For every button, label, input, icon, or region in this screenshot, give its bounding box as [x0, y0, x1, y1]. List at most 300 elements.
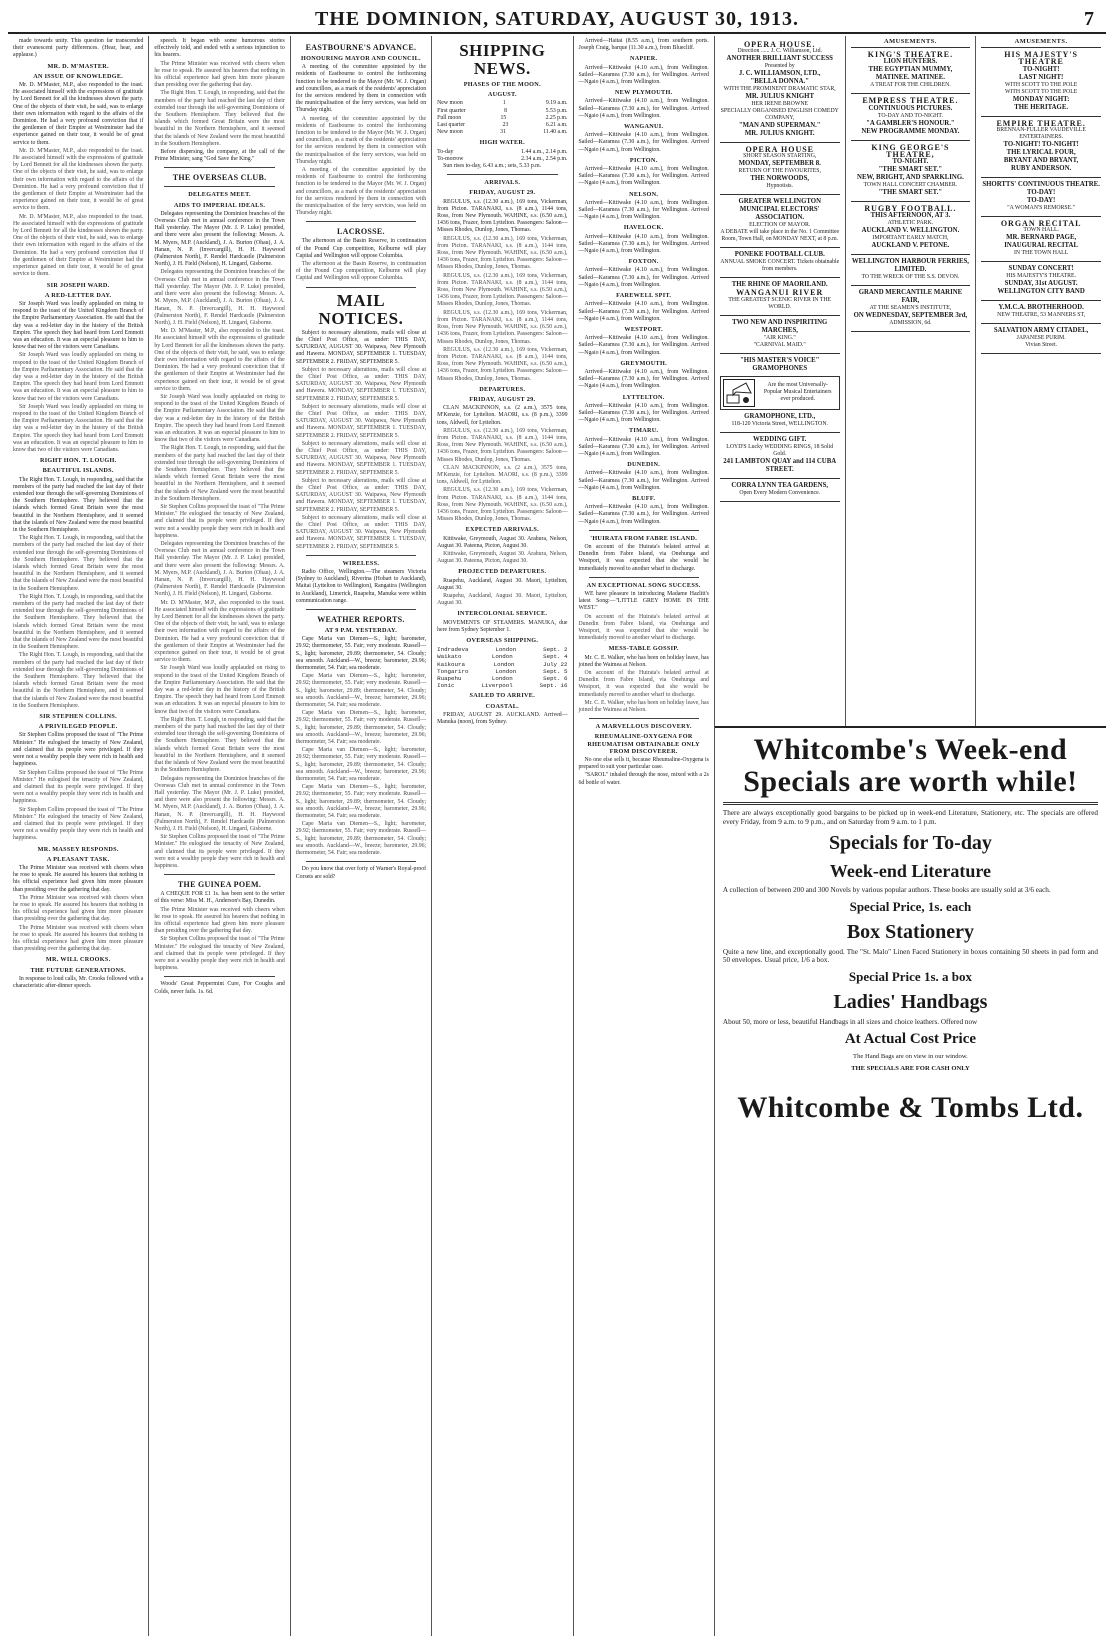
- ad-line: WANGANUI RIVER: [736, 288, 824, 298]
- article-section: [13, 457, 143, 710]
- shipping-row: [437, 675, 567, 682]
- mail-notices-more: Subject to necessary alterations, mails will close at the Chief Post Office, as under: THIS DAY, SATURDAY, AUGUST 30. Waipawa, New Plymouth and Hawera. MONDAY, SEPTEMBER 1. TUESDAY, SEPTEMBER 2. FRIDAY, SEPTEMBER 5.: [295, 514, 427, 550]
- phase-time: 11.40 a.m.: [543, 129, 568, 136]
- projected-text: Ruapehu, Auckland, August 30. Maori, Lyttelton, August 30.: [437, 577, 568, 591]
- eastbourne-text-more: A meeting of the committee appointed by the residents of Eastbourne to control the forthcoming function to be tendered to the Mayor (Mr. W. J. Organ) and councillors, as a mark of the residents' appreciation for the services rendered by them in connection with the municipalisation of the ferry services, was held on Thursday night.: [295, 115, 427, 165]
- ship-port: London: [491, 675, 513, 683]
- phase-day: 1: [502, 100, 506, 107]
- ship-port: London: [493, 660, 515, 668]
- opera-house-ad: [720, 38, 840, 143]
- arrivals-text: REGULUS, s.s. (12.30 a.m.), 169 tons, Vickerman, from Picton. TARANAKI, s.s. (8 a.m.), 1144 tons, Ross, from New Plymouth. WAHINE, s.s. (6.50 a.m.), 1436 tons, Frazer, from Lyttelton. Passengers: Saloon—Misses Rhodes, Dunlop, Jones, Thomas.: [437, 198, 568, 234]
- ship-port: Liverpool: [481, 682, 513, 690]
- amusements-column-3: [976, 36, 1106, 726]
- divider: [589, 718, 699, 719]
- ship-date: Sept. 4: [543, 653, 568, 661]
- ship-port: London: [495, 646, 517, 654]
- rugby-football-ad: [851, 202, 971, 255]
- port-head: PICTON.: [629, 156, 658, 164]
- mail-notices-head: MAIL NOTICES.: [318, 290, 404, 328]
- ad-line: TO-DAY!: [1026, 196, 1056, 204]
- ad-line: HIS MAJESTY'S THEATRE.: [1006, 273, 1076, 280]
- organ-recital-ad: [981, 217, 1101, 262]
- eastbourne-text: A meeting of the committee appointed by the residents of Eastbourne to control the forthcoming function to be tendered to the Mayor (Mr. W. J. Organ) and councillors, as a mark of the residents' appreciation for the services rendered by them in connection with the municipalisation of the ferry services, was held on Thursday night.: [295, 64, 427, 114]
- port-text: Arrived—Kittiwake (4.10 a.m.), from Wellington. Sailed—Karamea (7.30 a.m.), for Wellington. Arrived—Ngaio (4 a.m.), from Wellington.: [578, 368, 709, 390]
- expected-text-more: Kittiwake, Greymouth, August 30. Arahura, Nelson, August 30. Pateena, Picton, August 30.: [437, 550, 568, 565]
- ad-line: RUBY ANDERSON.: [1011, 164, 1072, 172]
- phase-day: 23: [502, 122, 509, 129]
- coastal-head: COASTAL.: [485, 702, 520, 710]
- departures-date: FRIDAY, AUGUST 29.: [469, 395, 536, 403]
- salvation-army-ad: [981, 324, 1101, 354]
- ad-line: Direction ...... J. C. Williamson, Ltd.: [737, 48, 822, 55]
- shipping-row: [437, 661, 567, 668]
- ad-line: Hypnotists.: [766, 183, 794, 190]
- section-sub: A PRIVILEGED PEOPLE.: [38, 723, 118, 731]
- discovery-sub: RHEUMALINE-OXYGENA FOR RHEUMATISM OBTAINABLE ONLY FROM DISCOVERER.: [587, 733, 700, 755]
- shortts-theatre-ad: [981, 178, 1101, 217]
- ship-name: Ruapehu: [437, 675, 462, 683]
- weather-head: WEATHER REPORTS.: [317, 615, 405, 624]
- phase-name: New moon: [437, 129, 463, 136]
- article-section: [13, 713, 143, 842]
- columns: [8, 36, 1106, 1636]
- departures-head: DEPARTURES.: [479, 385, 526, 393]
- section-sub: A RED-LETTER DAY.: [45, 291, 112, 299]
- gramophone-ad: [720, 354, 840, 433]
- ad-line: Vivian Street.: [1025, 342, 1058, 349]
- phase-time: 5.53 p.m.: [545, 107, 568, 114]
- ad-line: 118-120 Victoria Street, WELLINGTON.: [731, 420, 828, 427]
- port-text: Arrived—Kittiwake (4.10 a.m.), from Wellington. Sailed—Karamea (7.30 a.m.), for Wellington. Arrived—Ngaio (4 a.m.), from Wellington.: [578, 402, 709, 424]
- ad-line: ANOTHER BRILLIANT SUCCESS: [726, 55, 833, 63]
- phase-name: First quarter: [437, 107, 466, 114]
- ad-line: Are the most Universally-Popular Musical Entertainers ever produced.: [763, 382, 832, 403]
- ad-line: THE HERITAGE.: [1014, 103, 1069, 111]
- song-success-text: WE have pleasure in introducing Madame Hazlitt's latest Song:—"LITTLE GREY HOME IN THE WEST.": [578, 591, 709, 612]
- moon-phase-row: [437, 108, 567, 115]
- phase-time: 2.25 p.m.: [545, 114, 568, 121]
- phase-day: 31: [500, 129, 506, 136]
- wireless-head: WIRELESS.: [342, 559, 380, 567]
- section-sub: AN ISSUE OF KNOWLEDGE.: [33, 72, 124, 80]
- mail-notices-text: Subject to necessary alterations, mails will close at the Chief Post Office, as under: THIS DAY, SATURDAY, AUGUST 30. Waipawa, New Plymouth and Hawera. MONDAY, SEPTEMBER 1. TUESDAY, SEPTEMBER 2. FRIDAY, SEPTEMBER 5.: [295, 329, 427, 365]
- eastbourne-text-more: A meeting of the committee appointed by the residents of Eastbourne to control the forthcoming function to be tendered to the Mayor (Mr. W. J. Organ) and councillors, as a mark of the residents' appreciation for the services rendered by them in connection with the municipalisation of the ferry services, was held on Thursday night.: [295, 167, 427, 217]
- guinea-poem-text: A CHEQUE FOR £1 1s. has been sent to the writer of this verse: Miss M. H., Anderson's Bay, Dunedin.: [154, 891, 285, 905]
- shipping-row: [437, 653, 567, 660]
- port-text: Arrived—Kittiwake (4.10 a.m.), from Wellington. Sailed—Karamea (7.30 a.m.), for Wellington. Arrived—Ngaio (4 a.m.), from Wellington.: [578, 233, 709, 255]
- port-head: WESTPORT.: [624, 325, 663, 333]
- overseas-sub: DELEGATES MEET.: [188, 191, 251, 199]
- marches-ad: [720, 316, 840, 354]
- ad-line: "BELLA DONNA.": [750, 78, 809, 86]
- weather-text-more: Cape Maria van Diemen—S., light; barometer, 29.92; thermometer, 55. Fair; very moderate. Russell—S., light; barometer, 29.89; thermometer, 54. Cloudy; sea smooth. Auckland—W., breeze; barometer, 29.96; thermometer, 54. Fair; sea moderate.: [295, 784, 427, 820]
- ymca-ad: [981, 301, 1101, 324]
- port-text: Arrived—Kittiwake (4.10 a.m.), from Wellington. Sailed—Karamea (7.30 a.m.), for Wellington. Arrived—Ngaio (4 a.m.), from Wellington.: [578, 267, 709, 288]
- wedding-ring-ad: [720, 433, 840, 479]
- ship-date: Sept. 5: [543, 667, 568, 675]
- lacrosse-head: LACROSSE.: [337, 227, 385, 237]
- electors-ad: [720, 195, 840, 248]
- section-text-more: The Prime Minister was received with cheers when he rose to speak. He assured his hearers that nothing in his official experience had given him more pleasure than presiding over the gathering that day.: [13, 894, 144, 923]
- divider: [447, 174, 557, 175]
- high-water-day: To-day: [437, 148, 454, 155]
- amusements-label: AMUSEMENTS.: [851, 38, 971, 48]
- arrivals-text-more: REGULUS, s.s. (12.30 a.m.), 169 tons, Vickerman, from Picton. TARANAKI, s.s. (8 a.m.), 1144 tons, Ross, from New Plymouth. WAHINE, s.s. (6.50 a.m.), 1436 tons, Frazer, from Lyttelton. Passengers: Saloon—Misses Rhodes, Dunlop, Jones, Thomas.: [437, 346, 568, 382]
- ad-title: TWO NEW AND INSPIRITING MARCHES,: [732, 318, 828, 334]
- ad-line: GRAMOPHONE, LTD.,: [744, 412, 816, 420]
- ad-line: "MAN AND SUPERMAN.": [738, 122, 821, 130]
- high-water-times: 2.34 a.m., 2.54 p.m.: [521, 155, 568, 162]
- literature-price: Special Price, 1s. each: [849, 898, 972, 914]
- huirata-text: On account of the Huirata's belated arrival at Dunedin from Fabre Island, via Onehunga and Westport, it was expected that she would be immediately moved to another wharf to discharge.: [578, 543, 709, 572]
- specials-today: Specials for To-day: [828, 832, 992, 855]
- ad-line: SPECIALLY ORGANISED ENGLISH COMEDY COMPANY,: [720, 108, 839, 122]
- section-text: Sir Stephen Collins proposed the toast of "The Prime Minister." He eulogised the tenacity of New Zealand, and claimed that its people were privileged. If they were not a wealthy people they were rich in health and happiness.: [13, 732, 144, 768]
- high-water-times: 1.44 a.m., 2.14 p.m.: [521, 148, 568, 155]
- arrivals-date: FRIDAY, AUGUST 29.: [469, 189, 536, 197]
- section-text: The Prime Minister was received with cheers when he rose to speak. He assured his hearers that nothing in his official experience had given him more pleasure than presiding over the gathering that day.: [13, 864, 144, 893]
- mail-notices-more: Subject to necessary alterations, mails will close at the Chief Post Office, as under: THIS DAY, SATURDAY, AUGUST 30. Waipawa, New Plymouth and Hawera. MONDAY, SEPTEMBER 1. TUESDAY, SEPTEMBER 2. FRIDAY, SEPTEMBER 5.: [295, 403, 427, 439]
- ad-line: MR. BERNARD PAGE,: [1006, 234, 1077, 242]
- amusements-column-2: [846, 36, 977, 726]
- expected-text: Kittiwake, Greymouth, August 30. Arahura, Nelson, August 30. Pateena, Picton, August 30.: [437, 535, 568, 549]
- gramophone-icon: [723, 379, 755, 407]
- ad-line: CONTINUOUS PICTURES.: [868, 104, 953, 112]
- ad-line: ANNUAL SMOKE CONCERT. Tickets obtainable from members.: [720, 259, 840, 273]
- expected-head: EXPECTED ARRIVALS.: [465, 526, 539, 534]
- guinea-poem-more: Sir Stephen Collins proposed the toast of "The Prime Minister." He eulogised the tenacity of New Zealand, and claimed that its people were privileged. If they were not a wealthy people they were rich in health and happiness.: [154, 936, 285, 972]
- eastbourne-sub: HONOURING MAYOR AND COUNCIL.: [300, 55, 421, 62]
- ad-line: MATINEE. MATINEE.: [875, 74, 945, 82]
- phase-time: 6.21 a.m.: [545, 122, 568, 129]
- ship-name: Ionic: [437, 682, 455, 690]
- port-head: FAREWELL SPIT.: [616, 292, 672, 300]
- ad-line: WITH SCOTT TO THE POLE: [1004, 81, 1078, 88]
- ship-name: Waikato: [437, 653, 462, 661]
- lacrosse-text-more: The afternoon at the Basin Reserve, in continuation of the Pound Cup competition, Kelburne will play Capital and Wellington will oppose Columbia.: [295, 261, 427, 282]
- mail-notices-more: Subject to necessary alterations, mails will close at the Chief Post Office, as under: THIS DAY, SATURDAY, AUGUST 30. Waipawa, New Plymouth and Hawera. MONDAY, SEPTEMBER 1. TUESDAY, SEPTEMBER 2. FRIDAY, SEPTEMBER 5.: [295, 366, 427, 402]
- ad-line: AT THE SEAMEN'S INSTITUTE,: [869, 305, 952, 312]
- ad-title: OPERA HOUSE.: [743, 40, 816, 49]
- section-head: MR. WILL CROOKS.: [45, 956, 111, 964]
- section-text-more: The Right Hon. T. Lough, in responding, said that the members of the party had reached the last day of their extended tour through the self-governing Dominions of the Southern Hemisphere. They believed that the islands which formed Great Britain were the most beautiful in the Northern Hemisphere, and it seemed that the islands of New Zealand were the most beautiful in the Southern Hemisphere.: [13, 535, 144, 592]
- ad-line: IMPORTANT EARLY MATCH,: [872, 235, 949, 242]
- ad-title: WEDDING GIFT.: [752, 435, 807, 443]
- overseas-text: Delegates representing the Dominion branches of the Overseas Club met in annual conference in the Town Hall yesterday. The Mayor (Mr. J. P. Luke) presided, and there were also present the following: Messrs. A. M. Myers, M.P. (Auckland), J. A. Burton (Ohau), J. A. Hanan, N. P. (Invercargill), H. H. Haywood (Palmerston North), F. Rendel Hardcastle (Palmerston North), J. H. Field (Nelson), H. Lingard, Gisborne.: [154, 210, 285, 268]
- port-head: LYTTELTON.: [622, 393, 665, 401]
- ad-line: GRAMOPHONES: [752, 364, 808, 372]
- ad-title: SALVATION ARMY CITADEL,: [993, 327, 1089, 335]
- ad-title: RUGBY FOOTBALL.: [864, 204, 957, 214]
- ad-line: TO-NIGHT! TO-NIGHT!: [1003, 140, 1079, 148]
- overseas-text-more: The Right Hon. T. Lough, in responding, said that the members of the party had reached the last day of their extended tour through the self-governing Dominions of the Southern Hemisphere. They believed that the islands which formed Great Britain were the most beautiful in the Northern Hemisphere, and it seemed that the islands of New Zealand were the most beautiful in the Southern Hemisphere.: [154, 445, 285, 502]
- masthead: [8, 6, 1106, 34]
- port-head: TIMARU.: [628, 427, 659, 435]
- ship-port: London: [491, 653, 513, 661]
- divider: [306, 609, 416, 610]
- section-text-more: Sir Stephen Collins proposed the toast of "The Prime Minister." He eulogised the tenacity of New Zealand, and claimed that its people were privileged. If they were not a wealthy people they were rich in health and happiness.: [13, 806, 144, 842]
- overseas-text-more: Sir Stephen Collins proposed the toast of "The Prime Minister." He eulogised the tenacity of New Zealand, and claimed that its people were privileged. If they were not a wealthy people they were rich in health and happiness.: [154, 503, 285, 539]
- amusements-column-1: [715, 36, 846, 726]
- ad-line: ON WEDNESDAY, SEPTEMBER 3rd,: [853, 312, 968, 320]
- poneke-ad: [720, 248, 840, 278]
- ad-line: J. C. WILLIAMSON, LTD.,: [738, 70, 821, 78]
- handbags-head: Ladies' Handbags: [833, 990, 988, 1013]
- ad-line: NEW THEATRE, 53 MANNERS ST,: [997, 312, 1086, 319]
- ad-line: LION HUNTERS.: [883, 58, 938, 66]
- intercolonial-text: MOVEMENTS OF STEAMERS. MANUKA, due here from Sydney September 1.: [437, 619, 568, 633]
- ad-line: THE LYRICAL FOUR,: [1006, 148, 1076, 156]
- ad-line: TO-DAY AND TO-NIGHT.: [877, 112, 943, 119]
- page-number: 7: [1084, 8, 1094, 30]
- ad-line: THE NORWOODS,: [750, 175, 810, 183]
- divider: [306, 287, 416, 288]
- port-head: DUNEDIN.: [627, 461, 661, 469]
- kings-theatre-ad: [851, 48, 971, 94]
- projected-head: PROJECTED DEPARTURES.: [458, 568, 547, 576]
- ad-line: SHORT SEASON STARTING,: [743, 153, 817, 160]
- article-section: [13, 846, 143, 954]
- overseas-text-more: Sir Stephen Collins proposed the toast of "The Prime Minister." He eulogised the tenacity of New Zealand, and claimed that its people were privileged. If they were not a wealthy people they were rich in health and happiness.: [154, 834, 285, 869]
- ad-line: MONDAY, SEPTEMBER 8.: [738, 160, 821, 168]
- section-sub: BEAUTIFUL ISLANDS.: [42, 467, 114, 475]
- weather-sub: AT 9 P.M. YESTERDAY.: [324, 627, 398, 634]
- moon-phases-head: PHASES OF THE MOON.: [463, 81, 541, 88]
- weather-text: Cape Maria van Diemen—S., light; barometer, 29.92; thermometer, 55. Fair; very moderate. Russell—S., light; barometer, 29.89; thermometer, 54. Cloudy; sea smooth. Auckland—W., breeze; barometer, 29.96; thermometer, 54. Fair; sea moderate.: [295, 636, 427, 672]
- arrivals-text-more: REGULUS, s.s. (12.30 a.m.), 169 tons, Vickerman, from Picton. TARANAKI, s.s. (8 a.m.), 1144 tons, Ross, from New Plymouth. WAHINE, s.s. (6.50 a.m.), 1436 tons, Frazer, from Lyttelton. Passengers: Saloon—Misses Rhodes, Dunlop, Jones, Thomas.: [437, 272, 568, 308]
- section-text-more: Sir Joseph Ward was loudly applauded on rising to respond to the toast of the United Kingdom Branch of the Empire Parliamentary Association. He said that the day was a red-letter day in the history of the British Empire. The speech they had heard from Lord Emmott was an education. It was an especial pleasure to him to know that two of the visitors were Canadians.: [13, 352, 144, 402]
- crooks-speech-more: The Prime Minister was received with cheers when he rose to speak. He assured his hearers that nothing in his official experience had given him more pleasure than presiding over the gathering that day.: [154, 60, 285, 89]
- ad-line: NEW PROGRAMME MONDAY.: [861, 127, 960, 135]
- ship-name: Tongariro: [437, 667, 469, 675]
- mail-notices-more: Subject to necessary alterations, mails will close at the Chief Post Office, as under: THIS DAY, SATURDAY, AUGUST 30. Waipawa, New Plymouth and Hawera. MONDAY, SEPTEMBER 1. TUESDAY, SEPTEMBER 2. FRIDAY, SEPTEMBER 5.: [295, 440, 427, 476]
- high-water-row: [437, 156, 567, 163]
- ad-line: WITH SCOTT TO THE POLE: [1004, 88, 1078, 95]
- ad-line: BRENNAN-FULLER VAUDEVILLE ENTERTAINERS.: [996, 126, 1086, 140]
- ad-line: MONDAY NIGHT:: [1012, 95, 1070, 103]
- port-head: NELSON.: [629, 190, 659, 198]
- shipping-row: [437, 682, 567, 689]
- ad-line: INAUGURAL RECITAL: [1004, 242, 1078, 250]
- overseas-text-more: Mr. D. M'Master, M.P., also responded to the toast. He associated himself with the expressions of gratitude by Lord Bennett for all the kindnesses shown the party. One of the objects of their visit, he said, was to enlarge their own information with regard to the affairs of the Dominion. He had a very profound conviction that if the gentlemen of their Empire at Westminster had the experience gained on their tour, it would be of great service to them.: [154, 599, 285, 664]
- closing-line: Before dispersing, the company, at the call of the Prime Minister, sang "God Save the King.": [154, 149, 285, 163]
- whitcombe-ad-body: [715, 728, 1106, 1124]
- marine-fair-ad: [851, 286, 971, 332]
- port-text: Arrived—Kittiwake (4.10 a.m.), from Wellington. Sailed—Karamea (7.30 a.m.), for Wellington. Arrived—Ngaio (4 a.m.), from Wellington.: [578, 166, 709, 187]
- ad-title: ORGAN RECITAL: [1000, 218, 1082, 228]
- phase-day: 15: [500, 114, 507, 121]
- ad-line: TOWN HALL CONCERT CHAMBER.: [863, 182, 958, 189]
- peppermint-ad: Woods' Great Peppermint Cure, For Coughs and Colds, never fails. 1s. 6d.: [154, 981, 285, 995]
- phase-time: 9.19 a.m.: [545, 100, 568, 107]
- ad-line: SUNDAY, 31st AUGUST.: [1004, 280, 1078, 288]
- phase-name: Last quarter: [437, 122, 465, 129]
- ship-date: Sept. 6: [543, 675, 568, 683]
- overseas-sub: AIDS TO IMPERIAL IDEALS.: [173, 201, 266, 209]
- article-section: [13, 63, 143, 279]
- moon-phase-row: [437, 122, 567, 129]
- wireless-text: Radio Office, Wellington.—The steamers Victoria (Sydney to Auckland), Riverina (Hobart to Auckland), Maitai (Lyttelton to Wellington), Rangatira (Wellington to Auckland), Limerick, Ruapehu, Manuka were within communication range.: [295, 568, 427, 604]
- crooks-speech: speech. It began with some humorous stories effectively told, and ended with a serious injunction to his hearers.: [154, 38, 285, 59]
- weather-text-more: Cape Maria van Diemen—S., light; barometer, 29.92; thermometer, 55. Fair; very moderate. Russell—S., light; barometer, 29.89; thermometer, 54. Cloudy; sea smooth. Auckland—W., breeze; barometer, 29.96; thermometer, 54. Fair; sea moderate.: [295, 673, 427, 709]
- column-5: [574, 36, 715, 1636]
- column-4: [432, 36, 573, 1636]
- his-majestys-theatre-ad: [981, 48, 1101, 116]
- ad-line: WITH THE PROMINENT DRAMATIC STAR,: [723, 86, 836, 93]
- port-head: WANGANUI.: [624, 123, 664, 131]
- weather-text-more: Cape Maria van Diemen—S., light; barometer, 29.92; thermometer, 55. Fair; very moderate. Russell—S., light; barometer, 29.89; thermometer, 54. Cloudy; sea smooth. Auckland—W., breeze; barometer, 29.96; thermometer, 54. Fair; sea moderate.: [295, 821, 427, 857]
- crooks-speech-more: The Right Hon. T. Lough, in responding, said that the members of the party had reached the last day of their extended tour through the self-governing Dominions of the Southern Hemisphere. They believed that the islands which formed Great Britain were the most beautiful in the Northern Hemisphere, and it seemed that the islands of New Zealand were the most beautiful in the Southern Hemisphere.: [154, 90, 285, 147]
- huirata-head: 'HUIRATA FROM FABRE ISLAND.: [590, 534, 698, 542]
- whitcombe-footer-banner: Whitcombe & Tombs Ltd.: [737, 1090, 1084, 1124]
- ad-line: IN THE TOWN HALL: [1014, 250, 1069, 257]
- box-stationery-text: Quite a new line, and exceptionally good. The "St. Malo" Linen Faced Stationery in boxes containing 50 sheets in pad form and 50 envelopes. Usual price, 1/6 a box.: [722, 947, 1098, 965]
- shipping-row: [437, 668, 567, 675]
- ad-title: EMPIRE THEATRE.: [996, 118, 1086, 128]
- port-text: Arrived—Kittiwake (4.10 a.m.), from Wellington. Sailed—Karamea (7.30 a.m.), for Wellington. Arrived—Ngaio (4 a.m.), from Wellington.: [578, 436, 709, 457]
- ad-line: LOYD'S Lucky WEDDING RINGS, 18 Solid Gold.: [726, 443, 834, 457]
- moon-phase-row: [437, 115, 567, 122]
- moon-phase-row: [437, 129, 567, 136]
- harbour-ferries-ad: [851, 255, 971, 286]
- ship-date: Sept. 2: [543, 646, 568, 654]
- phase-name: Full moon: [437, 114, 462, 121]
- whitcombe-ad: [715, 726, 1106, 1636]
- high-water-day: To-morrow: [437, 155, 464, 162]
- literature-head: Week-end Literature: [829, 861, 991, 882]
- section-head: MR. D. M'MASTER.: [47, 62, 109, 70]
- ad-title: CORRA LYNN TEA GARDENS,: [731, 481, 829, 489]
- overseas-club-head: THE OVERSEAS CLUB.: [172, 173, 267, 183]
- port-head: BLUFF.: [632, 494, 656, 502]
- section-text-more: Mr. D. M'Master, M.P., also responded to the toast. He associated himself with the expressions of gratitude by Lord Bennett for all the kindnesses shown the party. One of the objects of their visit, he said, was to enlarge their own information with regard to the affairs of the Dominion. He had a very profound conviction that if the gentlemen of their Empire at Westminster had the experience gained on their tour, it would be of great service to them.: [13, 213, 144, 278]
- section-head: SIR STEPHEN COLLINS.: [39, 713, 118, 721]
- ad-title: OPERA HOUSE: [745, 145, 815, 155]
- handbags-price: At Actual Cost Price: [844, 1030, 977, 1047]
- column-3: [291, 36, 432, 1636]
- ad-line: BRYANT AND BRYANT,: [1003, 156, 1079, 164]
- ad-line: RETURN OF THE FAVOURITES,: [738, 168, 821, 175]
- section-head: SIR JOSEPH WARD.: [46, 281, 110, 289]
- right-block: [715, 36, 1106, 1636]
- song-success-more: On account of the Huirata's belated arrival at Dunedin from Fabre Island, via Onehunga and Westport, it was expected that she would be immediately moved to another wharf to discharge.: [578, 613, 709, 642]
- phase-name: New moon: [437, 100, 463, 107]
- section-text-more: Mr. D. M'Master, M.P., also responded to the toast. He associated himself with the expressions of gratitude by Lord Bennett for all the kindnesses shown the party. One of the objects of their visit, he said, was to enlarge their own information with regard to the affairs of the Dominion. He had a very profound conviction that if the gentlemen of their Empire at Westminster had the experience gained on their tour, it would be of great service to them.: [13, 147, 144, 212]
- divider: [164, 186, 274, 187]
- moon-phase-row: [437, 100, 567, 107]
- divider: [306, 861, 416, 862]
- sarol-ad: "SAROL" inhaled through the nose, mixed with a 2s 6d bottle of water.: [578, 772, 709, 786]
- ad-line: THE GREATEST SCENIC RIVER IN THE WORLD.: [728, 296, 832, 310]
- article-section: [13, 956, 143, 990]
- mess-table-more: On account of the Huirata's belated arrival at Dunedin from Fabre Island, via Onehunga and Westport, it was expected that she would be immediately moved to another wharf to discharge.: [578, 670, 709, 698]
- port-text: Arrived—Kittiwake (4.10 a.m.), from Wellington. Sailed—Karamea (7.30 a.m.), for Wellington. Arrived—Ngaio (4 a.m.), from Wellington.: [578, 199, 709, 221]
- ad-line: HER IRENE BROWNE: [751, 101, 809, 108]
- ad-line: "THE SMART SET.": [878, 189, 943, 197]
- box-stationery-price: Special Price 1s. a box: [848, 968, 972, 984]
- section-text-more: The Right Hon. T. Lough, in responding, said that the members of the party had reached the last day of their extended tour through the self-governing Dominions of the Southern Hemisphere. They believed that the islands which formed Great Britain were the most beautiful in the Northern Hemisphere, and it seemed that the islands of New Zealand were the most beautiful in the Southern Hemisphere.: [13, 652, 144, 709]
- weather-text-more: Cape Maria van Diemen—S., light; barometer, 29.92; thermometer, 55. Fair; very moderate. Russell—S., light; barometer, 29.89; thermometer, 54. Cloudy; sea smooth. Auckland—W., breeze; barometer, 29.96; thermometer, 54. Fair; sea moderate.: [295, 747, 427, 783]
- high-water-row: [437, 149, 567, 156]
- divider: [589, 577, 699, 578]
- section-text: Mr. D. M'Master, M.P., also responded to the toast. He associated himself with the expressions of gratitude by Lord Bennett for all the kindnesses shown the party. One of the objects of their visit, he said, was to enlarge their own information with regard to the affairs of the Dominion. He had a very profound conviction that if the gentlemen of their Empire at Westminster had the experience gained on their tour, it would be of great service to them.: [13, 82, 144, 146]
- arrivals-head: ARRIVALS.: [484, 179, 521, 187]
- king-georges-theatre-ad: [851, 141, 971, 202]
- ad-line: AUCKLAND V. PETONE.: [871, 242, 950, 250]
- box-stationery-head: Box Stationery: [846, 920, 975, 943]
- ad-title: EMPRESS THEATRE.: [862, 96, 959, 106]
- empire-theatre-ad: [981, 117, 1101, 178]
- ad-title: "HIS MASTER'S VOICE": [740, 356, 820, 364]
- handbags-text: About 50, more or less, beautiful Handbags in all sizes and choice leathers. Offered now: [722, 1017, 978, 1026]
- divider: [723, 802, 1098, 805]
- overseas-text-more: The Right Hon. T. Lough, in responding, said that the members of the party had reached the last day of their extended tour through the self-governing Dominions of the Southern Hemisphere. They believed that the islands which formed Great Britain were the most beautiful in the Northern Hemisphere, and it seemed that the islands of New Zealand were the most beautiful in the Southern Hemisphere.: [154, 716, 285, 774]
- ad-line: THE EGYPTIAN MUMMY,: [868, 66, 953, 74]
- section-text: Sir Joseph Ward was loudly applauded on rising to respond to the toast of the United Kingdom Branch of the Empire Parliamentary Association. He said that the day was a red-letter day in the history of the British Empire. The speech they had heard from Lord Emmott was an education. It was an especial pleasure to him to know that two of the visitors were Canadians.: [13, 300, 144, 351]
- column-1: [8, 36, 149, 1636]
- ad-title: PONEKE FOOTBALL CLUB.: [734, 251, 825, 259]
- port-head: NEW PLYMOUTH.: [614, 89, 673, 97]
- shipping-row: [437, 646, 567, 653]
- corset-ad: Do you know that over forty of Warner's Royal-proof Corsets are sold?: [295, 866, 427, 880]
- literature-text: A collection of between 200 and 300 Novels by various popular authors. These books are usually sold at 3/6 each.: [722, 886, 1051, 895]
- sailed-head: SAILED TO ARRIVE.: [469, 692, 536, 700]
- ad-title: KING GEORGE'S THEATRE,: [871, 142, 950, 159]
- eastbourne-head: EASTBOURNE'S ADVANCE.: [305, 43, 417, 52]
- departures-text-more: CLAN MACKINNON, s.s. (2 a.m.), 3575 tons, M'Kenzie, for Lyttelton. MAORI, s.s. (8 p.m.), 3399 tons, Aldwell, for Lyttelton.: [437, 464, 568, 486]
- port-lead: Arrived—Haitai (8.55 a.m.), from southern ports. Joseph Craig, barque (11.30 a.m.), from Bluecliff.: [578, 38, 709, 52]
- high-water-head: HIGH WATER.: [479, 139, 525, 147]
- ad-line: Presented by: [764, 63, 795, 70]
- ship-date: Sept. 16: [539, 682, 568, 690]
- gramophone-box: [720, 376, 840, 410]
- arrivals-text-more: REGULUS, s.s. (12.30 a.m.), 169 tons, Vickerman, from Picton. TARANAKI, s.s. (8 a.m.), 1144 tons, Ross, from New Plymouth. WAHINE, s.s. (6.50 a.m.), 1436 tons, Frazer, from Lyttelton. Passengers: Saloon—Misses Rhodes, Dunlop, Jones, Thomas.: [437, 235, 568, 271]
- mail-notices-more: Subject to necessary alterations, mails will close at the Chief Post Office, as under: THIS DAY, SATURDAY, AUGUST 30. Waipawa, New Plymouth and Hawera. MONDAY, SEPTEMBER 1. TUESDAY, SEPTEMBER 2. FRIDAY, SEPTEMBER 5.: [295, 477, 427, 513]
- ad-line: "A GAMBLER'S HONOUR.": [866, 119, 955, 127]
- ad-line: MR. JULIUS KNIGHT: [745, 93, 814, 101]
- masthead-title: THE DOMINION, SATURDAY, AUGUST 30, 1913.: [315, 8, 799, 30]
- port-text: Arrived—Kittiwake (4.10 a.m.), from Wellington. Sailed—Karamea (7.30 a.m.), for Wellington. Arrived—Ngaio (4 a.m.), from Wellington.: [578, 64, 709, 86]
- port-text: Arrived—Kittiwake (4.10 a.m.), from Wellington. Sailed—Karamea (7.30 a.m.), for Wellington. Arrived—Ngaio (4 a.m.), from Wellington.: [578, 301, 709, 322]
- intercolonial-head: INTERCOLONIAL SERVICE.: [457, 610, 548, 618]
- port-head: HAVELOCK.: [623, 224, 664, 232]
- handbags-note: The Hand Bags are on view in our window.: [853, 1052, 968, 1060]
- whitcombe-banner: Specials are worth while!: [743, 765, 1078, 798]
- shipping-news-head: SHIPPING NEWS.: [459, 41, 546, 78]
- ship-name: Indradeva: [437, 646, 469, 654]
- weather-text-more: Cape Maria van Diemen—S., light; barometer, 29.92; thermometer, 55. Fair; very moderate. Russell—S., light; barometer, 29.89; thermometer, 54. Cloudy; sea smooth. Auckland—W., breeze; barometer, 29.96; thermometer, 54. Fair; sea moderate.: [295, 710, 427, 746]
- ad-line: THIS AFTERNOON, AT 3.: [870, 212, 951, 220]
- divider: [164, 167, 274, 168]
- ad-line: Open Every Modern Convenience.: [739, 489, 821, 496]
- ad-line: TO-DAY!: [1026, 188, 1056, 196]
- overseas-text-more: Delegates representing the Dominion branches of the Overseas Club met in annual conference in the Town Hall yesterday. The Mayor (Mr. J. P. Luke) presided, and there were also present the following: Messrs. A. M. Myers, M.P. (Auckland), J. A. Burton (Ohau), J. A. Hanan, N. P. (Invercargill), H. H. Haywood (Palmerston North), F. Rendel Hardcastle (Palmerston North), J. H. Field (Nelson), H. Lingard, Gisborne.: [154, 775, 285, 832]
- overseas-text-more: Sir Joseph Ward was loudly applauded on rising to respond to the toast of the United Kingdom Branch of the Empire Parliamentary Association. He said that the day was a red-letter day in the history of the British Empire. The speech they had heard from Lord Emmott was an education. It was an especial pleasure to him to know that two of the visitors were Canadians.: [154, 393, 285, 444]
- ad-line: A DEBATE will take place in the No. 1 Committee Room, Town Hall, on MONDAY NEXT, at 8 p.m.: [720, 229, 840, 243]
- ad-line: ATHLETIC PARK.: [887, 220, 934, 227]
- wanganui-river-ad: [720, 278, 840, 315]
- guinea-poem-head: THE GUINEA POEM.: [177, 880, 262, 890]
- section-text-more: Sir Stephen Collins proposed the toast of "The Prime Minister." He eulogised the tenacity of New Zealand, and claimed that its people were privileged. If they were not a wealthy people they were rich in health and happiness.: [13, 769, 144, 805]
- ad-title: SUNDAY CONCERT!: [1008, 265, 1074, 273]
- ad-title: SHORTTS' CONTINUOUS THEATRE.: [982, 180, 1100, 188]
- sun-times: Sun rises to-day, 6.43 a.m.; sets, 5.33 p.m.: [443, 163, 542, 170]
- ad-line: ADMISSION, 6d.: [889, 320, 932, 327]
- overseas-text-more: Delegates representing the Dominion branches of the Overseas Club met in annual conference in the Town Hall yesterday. The Mayor (Mr. J. P. Luke) presided, and there were also present the following: Messrs. A. M. Myers, M.P. (Auckland), J. A. Burton (Ohau), J. A. Hanan, N. P. (Invercargill), H. H. Haywood (Palmerston North), F. Rendel Hardcastle (Palmerston North), J. H. Field (Nelson), H. Lingard, Gisborne.: [154, 541, 285, 598]
- empress-theatre-ad: [851, 94, 971, 140]
- ad-title: WELLINGTON HARBOUR FERRIES, LIMITED.: [851, 258, 969, 274]
- article-section: [13, 282, 143, 455]
